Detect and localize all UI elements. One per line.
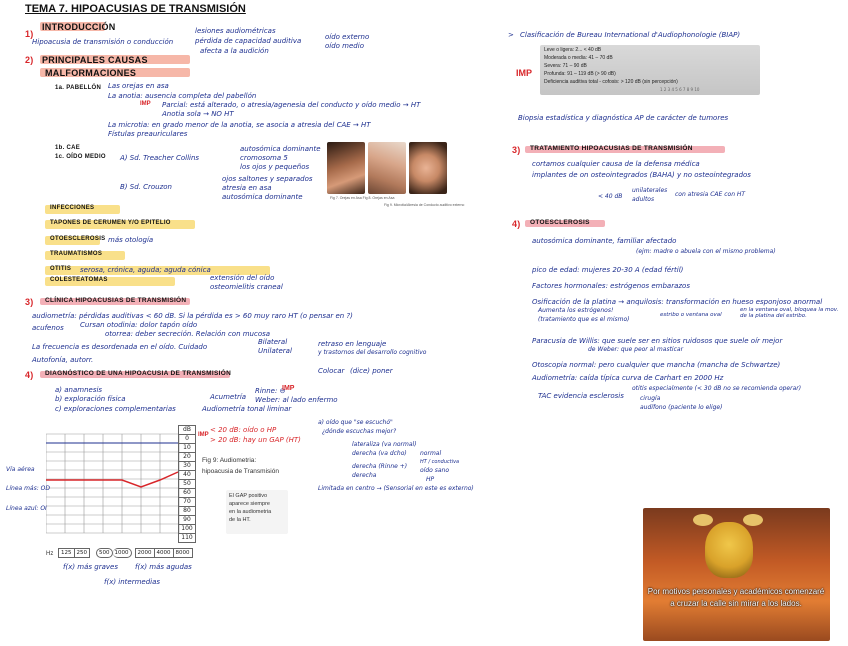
weber-q: ¿dónde escuchas mejor? — [322, 428, 397, 435]
gap-note-line: El GAP positivo — [229, 493, 268, 499]
oto-aside: en la ventana oval, bloquea la mov. de la platina del estribo. — [740, 307, 839, 319]
imp-label: IMP — [140, 101, 151, 107]
db-value: 20 — [178, 453, 196, 462]
oto-line: autosómica dominante, familiar afectado — [532, 237, 677, 245]
gap-note-line: aparece siempre — [229, 501, 270, 507]
air-conduction-line — [46, 472, 178, 487]
db-value: 0 — [178, 435, 196, 444]
pabellon-line: Las orejas en asa — [108, 82, 169, 90]
malformaciones-label: MALFORMACIONES — [45, 68, 137, 78]
db-value: 100 — [178, 525, 196, 534]
pabellon-label: 1a. PABELLÓN — [55, 85, 102, 91]
acumetria-item: Rinne: ⊖ — [255, 387, 286, 395]
db-value: 60 — [178, 489, 196, 498]
intro-right-5: oído medio — [325, 42, 364, 50]
bureau-row: Leve o ligera: 2... < 40 dB — [544, 47, 602, 53]
ear-photo-3 — [409, 142, 447, 194]
collins-line: los ojos y pequeños — [240, 163, 310, 171]
cause-item: COLESTEATOMAS — [50, 277, 108, 283]
collins-label: A) Sd. Treacher Collins — [120, 154, 200, 162]
collins-line: cromosoma 5 — [240, 154, 288, 162]
hz-value: 250 — [75, 548, 91, 558]
bureau-arrow: > — [508, 31, 514, 39]
hz-value: 4000 — [155, 548, 174, 558]
pabellon-line: La anotia: ausencia completa del pabellón — [108, 92, 257, 100]
colest-line: osteomielitis craneal — [210, 283, 283, 291]
weber-item: normal — [420, 450, 442, 457]
db-value: 10 — [178, 444, 196, 453]
oto-line: de Weber: que peor al masticar — [588, 346, 684, 353]
weber-item: derecha (va dcho) — [352, 450, 407, 457]
video-inset — [643, 508, 830, 641]
bureau-title: Clasificación de Bureau International d'Audiophonologie (BIAP) — [520, 31, 741, 39]
intro-right-3: afecta a la audición — [200, 47, 269, 55]
section-1-label: INTRODUCCIÓN — [42, 22, 116, 32]
colest-line: extensión del oído — [210, 274, 275, 282]
section-5-number: 3) — [512, 145, 521, 155]
audio-note: > 20 dB: hay un GAP (HT) — [210, 436, 301, 444]
pabellon-line: Fístulas preauriculares — [108, 130, 188, 138]
audiogram-db-scale — [178, 425, 196, 543]
clinica-line: Autofonía, autorr. — [32, 356, 94, 364]
bureau-scale: 1 2 3 4 5 6 7 8 9 10 — [660, 87, 700, 92]
diag-item: c) exploraciones complementarias — [55, 405, 176, 413]
cae-label: 1b. CAE — [55, 145, 81, 151]
db-value: 30 — [178, 462, 196, 471]
cause-item: TRAUMATISMOS — [50, 251, 103, 257]
bureau-photo — [540, 45, 760, 95]
db-label: dB — [178, 425, 196, 435]
fig9-subtitle: hipoacusia de Transmisión — [202, 468, 279, 475]
tratamiento-under: unilaterales — [632, 187, 668, 194]
hz-value: 8000 — [174, 548, 193, 558]
section-3-number: 3) — [25, 297, 34, 307]
intro-text: Hipoacusia de transmisión o conducción — [32, 38, 174, 46]
section-4-label: DIAGNÓSTICO DE UNA HIPOACUSIA DE TRANSMISIÓN — [45, 370, 232, 377]
audio-left-note: Línea azul: OI — [6, 505, 47, 512]
pabellon-line: Parcial: está alterado, o atresia/agenesia del conducto y oído medio → HT — [162, 101, 421, 109]
audio-note: < 20 dB: oído o HP — [210, 426, 277, 434]
clinica-right: Unilateral — [258, 347, 292, 355]
gap-note-line: de la HT. — [229, 517, 251, 523]
audio-left-note: Línea más: OD — [6, 485, 51, 492]
section-4-number: 4) — [25, 370, 34, 380]
oto-line: Otoscopia normal: pero cualquier que mancha (mancha de Schwartze) — [532, 361, 781, 369]
crouzon-label: B) Sd. Crouzon — [120, 183, 172, 191]
bureau-row: Moderada o media: 41 – 70 dB — [544, 55, 613, 61]
clinica-right: retraso en lenguaje — [318, 340, 387, 348]
clinica-line: Cursan otodinia: dolor tapón oído — [80, 321, 198, 329]
oto-tac: cirugía — [640, 395, 661, 402]
bureau-row: Severa: 71 – 90 dB — [544, 63, 587, 69]
section-5-label: TRATAMIENTO HIPOACUSIAS DE TRANSMISIÓN — [530, 145, 693, 152]
freq-note: f(x) intermedias — [104, 578, 161, 586]
tratamiento-under: < 40 dB — [598, 193, 623, 200]
intro-right-2: pérdida de capacidad auditiva — [195, 37, 302, 45]
crouzon-line: autosómica dominante — [222, 193, 303, 201]
tratamiento-under: con atresia CAE con HT — [675, 191, 746, 198]
oto-line: Audiometría: caída típica curva de Carhart en 2000 Hz — [532, 374, 724, 382]
clinica-right: Bilateral — [258, 338, 288, 346]
clinica-line: La frecuencia es desordenada en el oído. Cuidado — [32, 343, 208, 351]
freq-note: f(x) más graves — [63, 563, 118, 571]
clinica-right: (dice) poner — [350, 367, 393, 375]
section-3-label: CLÍNICA HIPOACUSIAS DE TRANSMISIÓN — [45, 297, 187, 304]
weber-q: a) oído que "se escuchó" — [318, 419, 393, 426]
oto-line: Osificación de la platina → anquilosis: transformación en hueso esponjoso anormal — [532, 298, 823, 306]
weber-item: HT / conductiva — [420, 459, 460, 465]
oido-medio-label: 1c. OÍDO MEDIO — [55, 154, 106, 160]
hz-value: 500 — [96, 548, 113, 558]
bureau-row: Deficiencia auditiva total - cofosis: > 120 dB (sin percepción) — [544, 79, 678, 85]
db-value: 40 — [178, 471, 196, 480]
section-number: 1) — [25, 29, 34, 39]
hz-value: 2000 — [135, 548, 155, 558]
audio-left-note: Vía aérea — [6, 466, 35, 473]
oto-line: (ejm: madre o abuela con el mismo problema) — [636, 248, 776, 255]
imp-label: IMP — [282, 385, 295, 392]
gap-note-box — [226, 490, 288, 534]
oto-line: Aumenta los estrógenos! — [538, 307, 614, 314]
collins-line: autosómica dominante — [240, 145, 321, 153]
oto-aside: estribo o ventana oval — [660, 312, 722, 318]
clinica-right: Colocar — [318, 367, 345, 375]
ear-photo-2 — [368, 142, 406, 194]
clinica-line: acufenos — [32, 324, 64, 332]
imp-label: IMP — [516, 68, 533, 78]
pabellon-line: Anotia sola → NO HT — [162, 110, 234, 118]
crouzon-line: atresia en asa — [222, 184, 272, 192]
acumetria-item: Weber: al lado enfermo — [255, 396, 338, 404]
db-value: 90 — [178, 516, 196, 525]
db-value: 80 — [178, 507, 196, 516]
crouzon-line: ojos saltones y separados — [222, 175, 313, 183]
pabellon-line: La microtia: en grado menor de la anotia, se asocia a atresia del CAE → HT — [108, 121, 371, 129]
otoesclerosis-note: más otología — [108, 236, 154, 244]
hz-value: 1000 — [113, 548, 132, 558]
intro-right-1: lesiones audiométricas — [195, 27, 276, 35]
intro-right-4: oído externo — [325, 33, 370, 41]
imp-label: IMP — [198, 432, 209, 438]
audiometria-label: Audiometría tonal liminar — [202, 405, 292, 413]
oto-line: Factores hormonales: estrógenos embarazos — [532, 282, 690, 290]
cartoon-character — [705, 522, 753, 578]
oto-line: TAC evidencia esclerosis — [538, 392, 624, 400]
clinica-line: audiometría: pérdidas auditivas < 60 dB. Si la pérdida es > 60 muy raro HT (o pensar en ?) — [32, 312, 353, 320]
weber-item: lateraliza (va normal) — [352, 441, 417, 448]
section-2-number: 2) — [25, 55, 34, 65]
figure-caption: Fig 7. Orejas en Asa Fig 8. Orejas en Asa — [330, 196, 395, 200]
db-value: 70 — [178, 498, 196, 507]
section-6-label: OTOESCLEROSIS — [530, 219, 590, 226]
oi-item: derecha (Rinne +) — [352, 463, 408, 470]
oto-line: pico de edad: mujeres 20-30 A (edad fértil) — [532, 266, 684, 274]
cause-item: TAPONES DE CERUMEN Y/O EPITELIO — [50, 220, 171, 226]
cartoon-antler — [743, 514, 763, 526]
tratamiento-line: implantes de on osteointegrados (BAHA) y no osteointegrados — [532, 171, 751, 179]
gap-note-line: en la audiometria — [229, 509, 272, 515]
oto-line: Paracusia de Willis: que suele ser en sitios ruidosos que suele oír mejor — [532, 337, 783, 345]
fig9-title: Fig 9: Audiometria: — [202, 457, 257, 464]
otitis-note: serosa, crónica, aguda; aguda cónica — [80, 266, 211, 274]
page-title: TEMA 7. HIPOACUSIAS DE TRANSMISIÓN — [25, 3, 246, 15]
hz-label: Hz — [46, 551, 54, 557]
tratamiento-line: cortamos cualquier causa de la defensa médica — [532, 160, 700, 168]
cause-item: INFECCIONES — [50, 205, 95, 211]
diag-item: a) anamnesis — [55, 386, 103, 394]
hz-row — [58, 548, 193, 558]
clinica-line: otorrea: deber secreción. Relación con mucosa — [105, 330, 271, 338]
diag-item: b) exploración física — [55, 395, 126, 403]
cartoon-antler — [693, 514, 713, 526]
acumetria-label: Acumetría — [210, 393, 247, 401]
bureau-row: Profunda: 91 – 119 dB (> 90 dB) — [544, 71, 616, 77]
oto-line: (tratamiento que es el mismo) — [538, 316, 630, 323]
clinica-right: y trastornos del desarrollo cognitivo — [318, 349, 427, 356]
figure-caption: Fig 9. Microtia/Atresia de Conducto auditivo externo — [384, 203, 465, 207]
oi-item: derecha — [352, 472, 377, 479]
hz-value: 125 — [58, 548, 75, 558]
oi-item: oído sano — [420, 467, 450, 474]
video-subtitle: Por motivos personales y académicos comenzaré a cruzar la calle sin mirar a los lados. — [647, 587, 825, 608]
freq-note: f(x) más agudas — [135, 563, 192, 571]
lim-line: Limitada en centro → (Sensorial en este es externo) — [318, 485, 474, 492]
section-2-label: PRINCIPALES CAUSAS — [42, 55, 148, 65]
db-value: 50 — [178, 480, 196, 489]
section-6-number: 4) — [512, 219, 521, 229]
oto-tac: audífono (paciente lo elige) — [640, 404, 723, 411]
cause-item: OTITIS — [50, 266, 72, 272]
oi-item: HP — [426, 476, 435, 483]
ear-photo-1 — [327, 142, 365, 194]
bureau-bottom: Biopsia estadística y diagnóstica AP de carácter de tumores — [518, 114, 729, 122]
db-value: 110 — [178, 534, 196, 543]
tratamiento-under: adultos — [632, 196, 655, 203]
oto-tac: otitis especialmente (< 30 dB no se recomienda operar) — [632, 385, 802, 392]
cause-item: OTOESCLEROSIS — [50, 236, 106, 242]
